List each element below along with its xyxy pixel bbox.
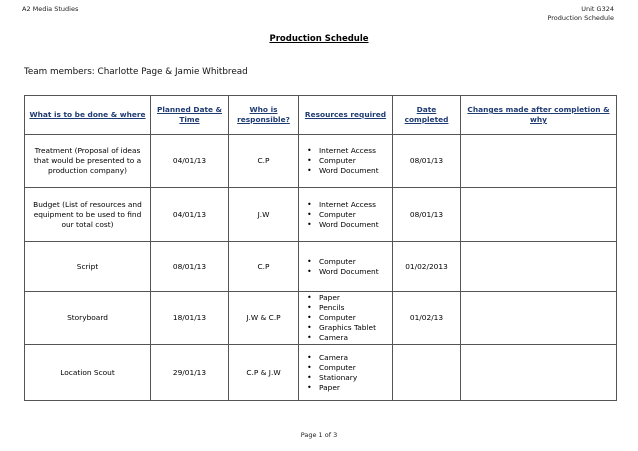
- cell-date-completed: 08/01/13: [393, 188, 461, 242]
- table-row: [25, 188, 617, 242]
- resource-item: • Word Document: [305, 267, 389, 277]
- cell-planned-date: 29/01/13: [151, 345, 229, 401]
- col-header-resources: Resources required: [299, 96, 393, 135]
- table-body: [25, 135, 617, 401]
- cell-resources: [299, 135, 393, 188]
- table-row: [25, 292, 617, 345]
- cell-planned-date: 08/01/13: [151, 242, 229, 292]
- cell-date-completed: 01/02/13: [393, 292, 461, 345]
- cell-task: Storyboard: [25, 292, 151, 345]
- resource-item: • Paper: [305, 383, 389, 393]
- table-row: [25, 345, 617, 401]
- cell-responsible: C.P: [229, 135, 299, 188]
- header-left: A2 Media Studies: [22, 5, 79, 13]
- cell-resources: [299, 188, 393, 242]
- cell-responsible: J.W & C.P: [229, 292, 299, 345]
- table-header: [25, 96, 617, 135]
- resource-item: • Computer: [305, 257, 389, 267]
- resource-item: • Computer: [305, 313, 389, 323]
- cell-planned-date: 04/01/13: [151, 188, 229, 242]
- cell-date-completed: 01/02/2013: [393, 242, 461, 292]
- col-header-responsible: Who is responsible?: [229, 96, 299, 135]
- resources-list: [305, 257, 389, 277]
- table-row: [25, 135, 617, 188]
- cell-changes: [461, 345, 617, 401]
- resource-item: • Computer: [305, 363, 389, 373]
- resource-item: • Stationary: [305, 373, 389, 383]
- cell-planned-date: 18/01/13: [151, 292, 229, 345]
- header-right: [547, 5, 614, 23]
- cell-resources: [299, 345, 393, 401]
- cell-planned-date: 04/01/13: [151, 135, 229, 188]
- header-doc-title: Production Schedule: [547, 14, 614, 22]
- production-schedule-table: [24, 95, 617, 401]
- col-header-changes: Changes made after completion & why: [461, 96, 617, 135]
- resource-item: • Paper: [305, 293, 389, 303]
- cell-task: Budget (List of resources and equipment to be used to find our total cost): [25, 188, 151, 242]
- team-members: Team members: Charlotte Page & Jamie Whitbread: [24, 67, 248, 77]
- resource-item: • Camera: [305, 333, 389, 343]
- header-row: [25, 96, 617, 135]
- resources-list: [305, 353, 389, 393]
- header-unit: Unit G324: [581, 5, 614, 13]
- page-number: Page 1 of 3: [300, 431, 338, 439]
- col-header-task: What is to be done & where: [25, 96, 151, 135]
- cell-date-completed: [393, 345, 461, 401]
- cell-task: Treatment (Proposal of ideas that would be presented to a production company): [25, 135, 151, 188]
- cell-responsible: J.W: [229, 188, 299, 242]
- resource-item: • Computer: [305, 156, 389, 166]
- resource-item: • Graphics Tablet: [305, 323, 389, 333]
- cell-resources: [299, 292, 393, 345]
- cell-changes: [461, 135, 617, 188]
- cell-task: Script: [25, 242, 151, 292]
- resource-item: • Internet Access: [305, 146, 389, 156]
- cell-task: Location Scout: [25, 345, 151, 401]
- col-header-date-completed: Date completed: [393, 96, 461, 135]
- resources-list: [305, 200, 389, 230]
- cell-resources: [299, 242, 393, 292]
- resource-item: • Computer: [305, 210, 389, 220]
- page-title: Production Schedule: [269, 34, 369, 44]
- resources-list: [305, 146, 389, 176]
- cell-responsible: C.P: [229, 242, 299, 292]
- cell-changes: [461, 292, 617, 345]
- cell-changes: [461, 188, 617, 242]
- resources-list: [305, 293, 389, 343]
- cell-date-completed: 08/01/13: [393, 135, 461, 188]
- resource-item: • Word Document: [305, 166, 389, 176]
- resource-item: • Internet Access: [305, 200, 389, 210]
- cell-changes: [461, 242, 617, 292]
- resource-item: • Word Document: [305, 220, 389, 230]
- table-row: [25, 242, 617, 292]
- cell-responsible: C.P & J.W: [229, 345, 299, 401]
- resource-item: • Pencils: [305, 303, 389, 313]
- col-header-planned-date: Planned Date & Time: [151, 96, 229, 135]
- resource-item: • Camera: [305, 353, 389, 363]
